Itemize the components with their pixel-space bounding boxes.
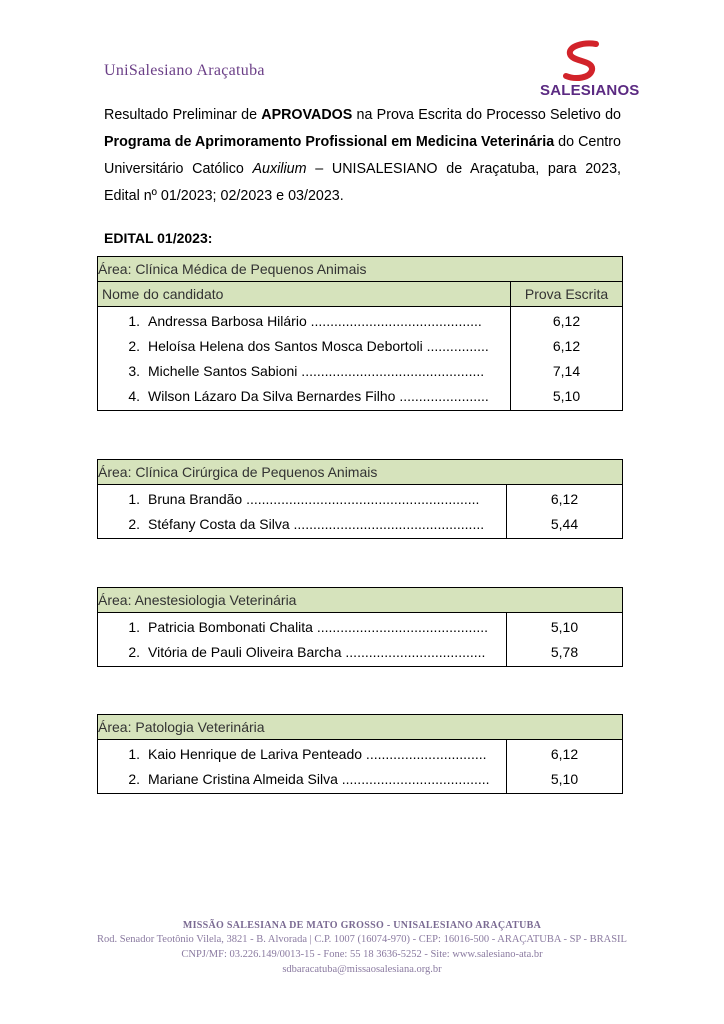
candidates-list — [98, 613, 507, 667]
list-item: 3. Michelle Santos Sabioni ............................................... — [128, 363, 485, 379]
list-item: 2. Vitória de Pauli Oliveira Barcha .................................... — [128, 644, 486, 660]
list-item: 2. Stéfany Costa da Silva ................................................. — [128, 516, 485, 532]
list-item: 1. Bruna Brandão ............................................................ — [128, 491, 480, 507]
score-value: 5,10 — [550, 771, 579, 787]
score-value: 5,10 — [552, 388, 581, 404]
score-value: 7,14 — [552, 363, 581, 379]
area-title: Área: Clínica Cirúrgica de Pequenos Animais — [98, 460, 623, 485]
scores-list — [511, 307, 623, 411]
area-title: Área: Anestesiologia Veterinária — [98, 588, 623, 613]
score-value: 6,12 — [552, 338, 581, 354]
area-table-patologia — [97, 714, 623, 794]
scores-list — [507, 613, 623, 667]
salesianos-logo — [540, 40, 640, 102]
footer-contact: CNPJ/MF: 03.226.149/0013-15 - Fone: 55 18 3636-5252 - Site: www.salesiano-ata.br — [181, 949, 543, 960]
area-title: Área: Clínica Médica de Pequenos Animais — [98, 257, 623, 282]
intro-paragraph: Resultado Preliminar de APROVADOS na Prova Escrita do Processo Seletivo do Programa de Aprimoramento Profissional em Medicina Veterinária do Centro Universitário Católico Auxilium – UNISALESIANO de Araçatuba, para 2023, Edital nº 01/2023; 02/2023 e 03/2023. — [104, 107, 621, 204]
score-value: 6,12 — [550, 491, 579, 507]
area-table-clinica-medica — [97, 256, 623, 411]
column-header-name: Nome do candidato — [98, 282, 511, 307]
area-table-anestesiologia — [97, 587, 623, 667]
edital-title: EDITAL 01/2023: — [104, 230, 213, 246]
score-value: 6,12 — [552, 313, 581, 329]
logo-text: SALESIANOS — [540, 82, 640, 99]
scores-list — [507, 485, 623, 539]
candidates-list — [98, 307, 511, 411]
score-value: 5,44 — [550, 516, 579, 532]
score-value: 6,12 — [550, 746, 579, 762]
score-value: 5,78 — [550, 644, 579, 660]
area-title: Área: Patologia Veterinária — [98, 715, 623, 740]
score-value: 5,10 — [550, 619, 579, 635]
footer-email: sdbaracatuba@missaosalesiana.org.br — [282, 964, 442, 975]
column-header-score: Prova Escrita — [511, 282, 623, 307]
footer-address: Rod. Senador Teotônio Vilela, 3821 - B. Alvorada | C.P. 1007 (16074-970) - CEP: 16016-500 - ARAÇATUBA - SP - BRASIL — [97, 934, 627, 945]
footer-title: MISSÃO SALESIANA DE MATO GROSSO - UNISALESIANO ARAÇATUBA — [182, 920, 542, 931]
list-item: 2. Mariane Cristina Almeida Silva ...................................... — [128, 771, 490, 787]
list-item: 1. Kaio Henrique de Lariva Penteado ............................... — [128, 746, 487, 762]
list-item: 4. Wilson Lázaro Da Silva Bernardes Filho ....................... — [128, 388, 489, 404]
list-item: 1. Andressa Barbosa Hilário ............................................ — [128, 313, 482, 329]
list-item: 1. Patricia Bombonati Chalita ............................................ — [128, 619, 489, 635]
salesianos-s-icon — [540, 40, 626, 84]
area-table-clinica-cirurgica — [97, 459, 623, 539]
institution-name: UniSalesiano Araçatuba — [104, 62, 265, 79]
scores-list — [507, 740, 623, 794]
candidates-list — [98, 485, 507, 539]
candidates-list — [98, 740, 507, 794]
list-item: 2. Heloísa Helena dos Santos Mosca Debortoli ................ — [128, 338, 489, 354]
